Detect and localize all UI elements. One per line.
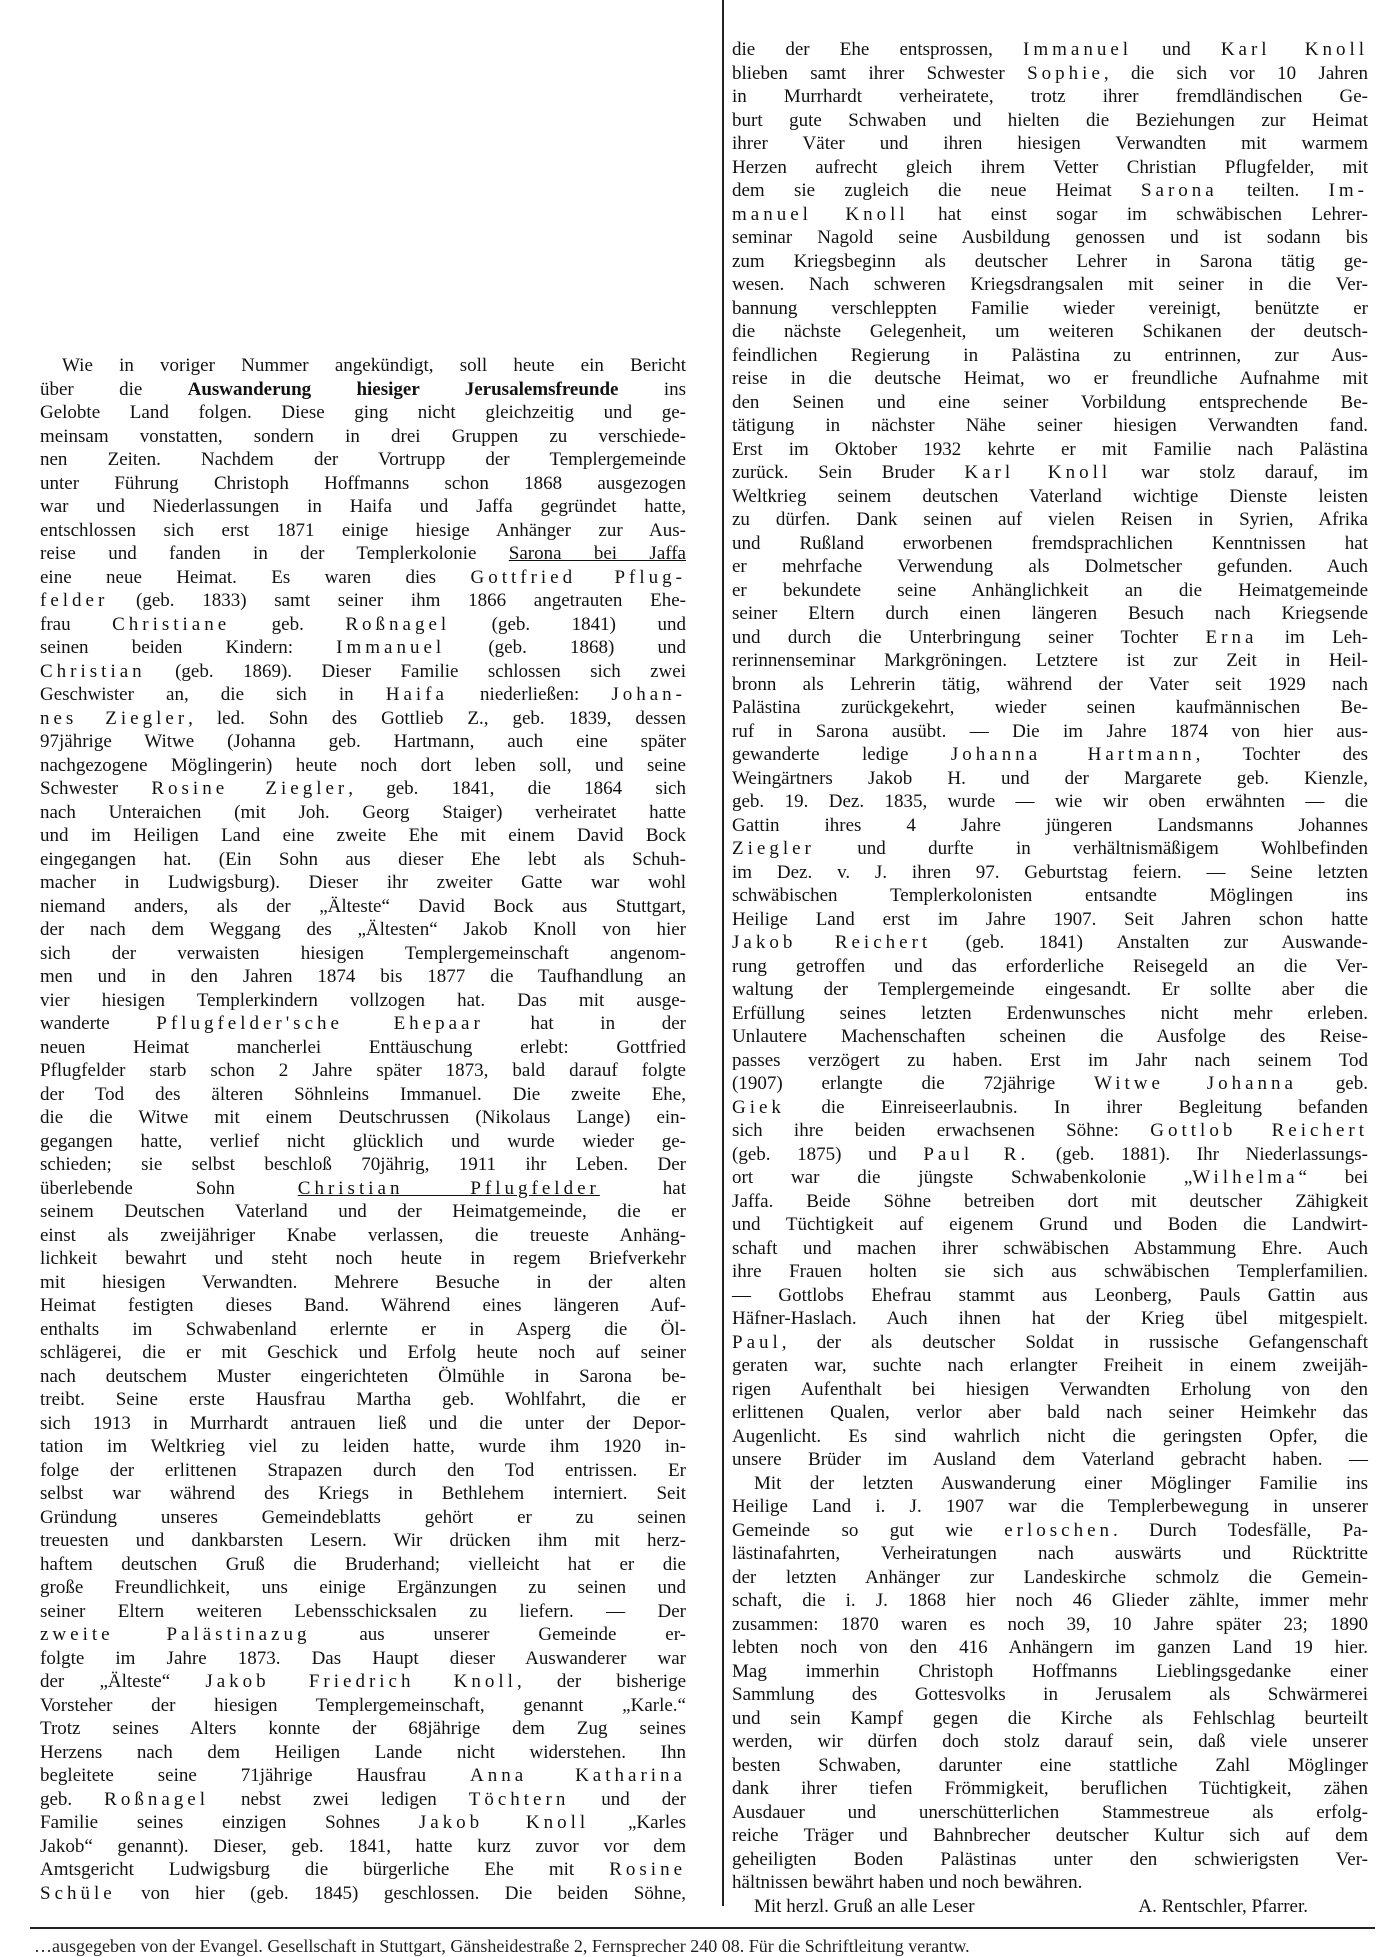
text-line: in Murrhardt verheiratete, trotz ihrer fremdländischen Ge- [732,86,1368,107]
spaced-name: Schüle [40,1882,116,1904]
text-line [40,1623,686,1647]
text-line: reise in die deutsche Heimat, wo er freundliche Aufnahme mit [732,368,1368,389]
text-line: niemand anders, als der „Älteste“ David Bock aus Stuttgart, [40,895,686,917]
text-segment: die der Ehe entsprossen, [732,39,1023,60]
text-line: und im Heiligen Land eine zweite Ehe mit einem David Bock [40,825,686,846]
text-line: er bekundete seine Anhänglichkeit an die Heimatgemeinde [732,579,1368,601]
spaced-name: Roßnagel [104,1788,209,1810]
text-line: lichkeit bewahrt und steht noch heute in regem Briefverkehr [40,1248,686,1269]
text-line: nachgezogene Möglingerin) heute noch dort leben soll, und seine [40,754,686,776]
text-line: er mehrfache Verwendung als Dolmetscher gefunden. Auch [732,556,1368,577]
signature-greeting: Mit herzl. Gruß an alle Leser [754,1895,975,1917]
spaced-name: Paul [732,1331,782,1353]
text-line [40,1788,686,1812]
text-segment: , der als deutscher Soldat in russische Gefangenschaft [781,1331,1368,1353]
text-line [40,1670,686,1694]
text-line: der Tod des älteren Söhnleins Immanuel. Die zweite Ehe, [40,1083,686,1105]
text-line: der nach dem Weggang des „Ältesten“ Jakob Knoll von hier [40,919,686,940]
text-line: treibt. Seine erste Hausfrau Martha geb. Wohlfahrt, die er [40,1389,686,1410]
text-line: folgte im Jahre 1873. Das Haupt dieser Auswanderer war [40,1647,686,1669]
text-line: hältnissen bewährt haben und noch bewähren. [732,1872,1083,1893]
spaced-name: Jakob Knoll [418,1812,590,1833]
text-segment: im Leh- [1257,626,1368,648]
spaced-name: Karl Knoll [1220,39,1369,60]
text-line: eingegangen hat. (Ein Sohn aus dieser Ehe lebt als Schuh- [40,848,686,870]
text-line: zu dürfen. Dank seinen auf vielen Reisen in Syrien, Afrika [732,509,1368,530]
text-line: Heilige Land erst im Jahre 1907. Seit Jahren schon hatte [732,908,1368,930]
text-segment: „Karles [589,1812,687,1833]
text-line: den Seinen und eine seiner Vorbildung entsprechende Be- [732,391,1368,413]
text-line [40,542,686,566]
text-line: folge der erlittenen Strapazen durch den Tod entrissen. Er [40,1459,686,1481]
text-line: lästinafahrten, Verheiratungen nach auswärts und Rücktritte [732,1543,1368,1564]
text-segment: seinen beiden Kindern: [40,637,337,658]
text-line: — Gottlobs Ehefrau stammt aus Leonberg, Pauls Gattin aus [732,1284,1368,1306]
text-segment: niederließen: [447,684,612,705]
text-segment: (geb. 1868) und [445,637,686,658]
text-line: schwäbischen Templerkolonisten entsandte Möglingen ins [732,885,1368,906]
text-segment: blieben samt ihrer Schwester [732,62,1028,84]
bold-heading-text: Auswanderung hiesiger Jerusalemsfreunde [187,378,619,400]
text-line: schaft, die i. J. 1868 hier noch 46 Glieder zählte, immer mehr [732,1590,1368,1611]
text-segment: nebst zwei ledigen [208,1788,469,1810]
text-line: entschlossen sich erst 1871 einige hiesige Anhänger zur Aus- [40,519,686,541]
text-segment: (1907) erlangte die 72jährige [732,1073,1095,1094]
text-segment: sich ihre beiden erwachsenen Söhne: [732,1120,1151,1141]
text-line: zum Kriegsbeginn als deutscher Lehrer in Sarona tätig ge- [732,250,1368,272]
text-line [40,1858,686,1882]
text-line: die die Witwe mit einem Deutschrussen (Nikolaus Lange) ein- [40,1107,686,1128]
text-line [732,1166,1368,1190]
text-line [732,38,1368,62]
spaced-name: Witwe Johanna [1094,1073,1297,1094]
text-line [732,179,1368,203]
text-line: Trotz seines Alters konnte der 68jährige dem Zug seines [40,1718,686,1739]
spaced-name: Jakob Reichert [732,932,932,953]
text-line [732,931,1368,955]
spaced-name: Johanna Hartmann [950,744,1196,765]
text-line: sich 1913 in Murrhardt antrauen ließ und die unter der Depor- [40,1412,686,1434]
text-segment: (geb. 1841) Anstalten zur Auswande- [931,932,1368,953]
text-line: nen Zeiten. Nachdem der Vortrupp der Templergemeinde [40,449,686,470]
spaced-name: Paul R. [923,1143,1030,1165]
text-line: ihrer Väter und ihren hiesigen Verwandten mit warmem [732,133,1368,154]
text-line: geraten war, suchte nach erlangter Freiheit in einem zweijäh- [732,1355,1368,1376]
spaced-name: Roßnagel [345,613,451,635]
text-line [40,589,686,613]
text-line: waltung der Templergemeinde eingesandt. Er sollte aber die [732,979,1368,1000]
text-segment: die Einreiseerlaubnis. In ihrer Begleitung befanden [784,1096,1368,1118]
text-line: reiche Träger und Bahnbrecher deutscher Kultur sich auf dem [732,1825,1368,1846]
text-line: passes verzögert zu haben. Erst im Jahr nach seinem Tod [732,1049,1368,1071]
text-line: ihre Frauen holten sie sich aus schwäbischen Templerfamilien. [732,1261,1368,1282]
text-line: nach deutschem Muster eingerichteten Ölmühle in Sarona be- [40,1365,686,1387]
text-line: Pflugfelder starb schon 2 Jahre später 1873, bald darauf folgte [40,1060,686,1081]
text-segment: teilten. [1217,180,1329,201]
text-line: Weltkrieg seinem deutschen Vaterland wichtige Dienste leisten [732,485,1368,507]
text-segment: über die [40,378,188,400]
text-line [40,683,686,707]
underlined-text: Sarona bei Jaffa [508,543,686,564]
text-line: Erfüllung seines letzten Erdenwunsches nicht mehr erleben. [732,1002,1368,1024]
text-segment: und [1132,39,1221,60]
text-segment: , Tochter des [1195,744,1369,765]
text-line: Mag immerhin Christoph Hoffmanns Lieblingsgedanke einer [732,1660,1368,1682]
text-line: Mit der letzten Auswanderung einer Möglinger Familie ins [754,1472,1368,1494]
spaced-name: Erna [1205,626,1258,648]
text-line: Gründung unseres Gemeindeblatts gehört er zu seinen [40,1506,686,1528]
spaced-name: Sophie [1027,62,1104,84]
spaced-name: zweite Palästinazug [40,1624,311,1645]
text-line: zusammen: 1870 waren es noch 39, 10 Jahre später 23; 1890 [732,1613,1368,1635]
text-line: unsere Brüder im Ausland dem Vaterland gebracht haben. — [732,1449,1368,1470]
article-left-column [40,354,686,1905]
text-line: seiner Eltern weiteren Lebensschicksalen zu liefern. — Der [40,1600,686,1622]
text-line: schieden; sie selbst beschloß 70jährig, 1911 ihr Leben. Der [40,1154,686,1175]
text-line [40,1811,686,1835]
spaced-name: Gottlob Reichert [1150,1120,1368,1141]
text-line: Weingärtners Jakob H. und der Margarete geb. Kienzle, [732,767,1368,789]
text-line: tation im Weltkrieg viel zu leiden hatte, wurde ihm 1920 in- [40,1436,686,1457]
text-line: Sammlung des Gottesvolks in Jerusalem als Schwärmerei [732,1684,1368,1705]
text-segment: aus unserer Gemeinde er- [310,1624,686,1645]
text-line: meinsam vonstatten, sondern in drei Gruppen zu verschiede- [40,425,686,447]
spaced-name: erloschen [1004,1519,1114,1541]
text-line: Erst im Oktober 1932 kehrte er mit Familie nach Palästina [732,438,1368,460]
text-line: im Dez. v. J. ihren 97. Geburtstag feiern. — Seine letzten [732,861,1368,883]
text-segment: gewanderte ledige [732,744,951,765]
text-segment: hat [599,1177,687,1199]
text-segment: (geb. 1833) samt seiner ihm 1866 angetrauten Ehe- [108,590,686,611]
underlined-spaced-name: Christian Pflugfelder [297,1177,600,1199]
text-line: haftem deutschen Gruß die Bruderhand; vielleicht hat er die [40,1553,686,1575]
text-line: Heimat festigten dieses Band. Während eines längeren Auf- [40,1295,686,1316]
text-line: men und in den Jahren 1874 bis 1877 die Taufhandlung an [40,966,686,987]
text-line: wesen. Nach schweren Kriegsdrangsalen mit seiner in die Ver- [732,274,1368,295]
publisher-imprint: …ausgegeben von der Evangel. Gesellschaft in Stuttgart, Gänsheidestraße 2, Fernsprecher 240 08. Für die Schriftleitung verantw. [34,1936,970,1956]
text-line: Jakob“ genannt). Dieser, geb. 1841, hatte kurz zuvor vor dem [40,1835,686,1857]
text-segment: begleitete seine 71jährige Hausfrau [40,1765,470,1786]
text-line: Häfner-Haslach. Auch ihnen hat der Krieg übel mitgespielt. [732,1308,1368,1329]
text-line: und sein Kampf gegen die Kirche als Fehlschlag beurteilt [732,1707,1368,1729]
text-segment: war stolz darauf, im [1111,462,1368,483]
text-line: feindlichen Regierung in Palästina zu entrinnen, zur Aus- [732,344,1368,366]
text-line: schlägerei, die er mit Geschick und Erfolg heute noch auf seiner [40,1342,686,1363]
text-segment: Schwester [40,778,152,799]
text-line: schaft und machen ihrer schwäbischen Abstammung Ehre. Auch [732,1237,1368,1259]
text-line: ruf in Sarona ausübt. — Die im Jahre 1874 von hier aus- [732,720,1368,742]
spaced-name: Immanuel [1023,39,1133,60]
text-line: bronn als Lehrerin tätig, während der Vater seit 1929 nach [732,673,1368,695]
text-segment: “ bei [1298,1167,1368,1188]
text-line: rung getroffen und das erforderliche Reisegeld an die Ver- [732,955,1368,977]
spaced-name: felder [40,590,109,611]
text-line: erlittenen Qualen, verlor aber bald nach seiner Heimkehr das [732,1402,1368,1423]
text-segment: von hier (geb. 1845) geschlossen. Die beiden Söhne, [115,1882,686,1904]
text-segment: Amtsgericht Ludwigsburg die bürgerliche Ehe mit [40,1859,610,1880]
text-line [40,707,686,731]
text-segment: (geb. 1869). Dieser Familie schlossen sich zwei [145,660,686,682]
text-line [732,1072,1368,1096]
spaced-name: nes Ziegler [40,707,189,729]
text-line: Augenlicht. Es sind wahrlich nicht die geringsten Opfer, die [732,1425,1368,1447]
text-segment: wanderte [40,1013,157,1034]
text-line: rigen Aufenthalt bei hiesigen Verwandten Erholung von den [732,1378,1368,1400]
spaced-name: Anna Katharina [470,1765,686,1786]
text-segment: Familie seines einzigen Sohnes [40,1812,419,1833]
text-segment: . Durch Todesfälle, Pa- [1113,1519,1368,1541]
text-line: Gelobte Land folgen. Diese ging nicht gleichzeitig und ge- [40,402,686,423]
text-segment: geb. [1296,1073,1368,1094]
text-line: der letzten Anhänger zur Landeskirche schmolz die Gemein- [732,1566,1368,1588]
article-right-column [732,38,1368,1918]
text-line: Palästina zurückgekehrt, wieder seinen kaufmännischen Be- [732,697,1368,718]
text-line: lebten noch von den 416 Anhängern im ganzen Land 19 hier. [732,1637,1368,1658]
text-line: enthalts im Schwabenland erlernte er in Asperg die Öl- [40,1318,686,1340]
text-segment: dem sie zugleich die neue Heimat [732,180,1141,201]
text-line: seinem Deutschen Vaterland und der Heimatgemeinde, die er [40,1201,686,1222]
text-line: burt gute Schwaben und hielten die Beziehungen zur Heimat [732,109,1368,131]
text-line: gegangen hatte, verlief nicht glücklich und wurde wieder ge- [40,1130,686,1152]
text-line: geheiligten Boden Palästinas unter den schwierigsten Ver- [732,1848,1368,1870]
text-line [40,566,686,590]
text-line: tätigung in nächster Nähe seiner hiesigen Verwandten fand. [732,415,1368,436]
text-line [732,1143,1368,1167]
spaced-name: manuel Knoll [732,203,909,225]
text-line: Herzen aufrecht gleich ihrem Vetter Christian Pflugfelder, mit [732,156,1368,178]
spaced-name: Sarona [1140,180,1218,201]
text-line [40,1012,686,1036]
signature-line [732,1895,1368,1919]
text-line [732,1119,1368,1143]
text-line [40,378,686,402]
text-line [732,1096,1368,1120]
text-line: einst als zweijähriger Knabe verlassen, die treueste Anhäng- [40,1224,686,1246]
text-line: sich der verwaisten hiesigen Templergemeinschaft angenom- [40,942,686,964]
text-segment: überlebende Sohn [40,1177,298,1199]
text-line [732,1331,1368,1355]
text-segment: hat in der [483,1013,686,1034]
text-line: besten Schwaben, darunter eine stattliche Zahl Möglinger [732,1754,1368,1776]
spaced-name: Karl Knoll [964,462,1112,483]
signature-author: A. Rentschler, Pfarrer. [1138,1895,1308,1917]
text-line [40,660,686,684]
text-segment: frau [40,613,113,635]
spaced-name: Töchtern [468,1788,570,1810]
spaced-name: Johan- [611,684,686,705]
text-line: vier hiesigen Templerkindern vollzogen hat. Das mit ausge- [40,989,686,1011]
text-line: treuesten und dankbarsten Lesern. Wir drücken ihm mit herz- [40,1530,686,1551]
text-segment: , geb. 1841, die 1864 sich [348,778,686,799]
text-segment: und der [569,1788,686,1810]
text-segment: (geb. 1881). Ihr Niederlassungs- [1029,1143,1369,1165]
text-line: neuen Heimat mancherlei Enttäuschung erlebt: Gottfried [40,1036,686,1058]
text-line: selbst war während des Kriegs in Bethlehem interniert. Seit [40,1483,686,1504]
text-line [40,1177,686,1201]
text-line: 97jährige Witwe (Johanna geb. Hartmann, auch eine später [40,731,686,752]
spaced-name: Wilhelma [1192,1167,1299,1188]
text-line: seiner Eltern durch einen längeren Besuch nach Kriegsende [732,603,1368,624]
text-line: Ausdauer und unerschütterlichen Stammestreue als erfolg- [732,1801,1368,1823]
text-segment: geb. [230,613,346,635]
text-line [732,62,1368,86]
footer-rule [30,1927,1375,1929]
text-line: Heilige Land i. J. 1907 war die Templerbewegung in unserer [732,1496,1368,1517]
text-segment: eine neue Heimat. Es waren dies [40,566,471,588]
spaced-name: Christiane [112,613,231,635]
column-divider [722,0,724,1906]
text-line [732,837,1368,861]
spaced-name: Christian [40,660,146,682]
text-line: und Tüchtigkeit auf eigenem Grund und Boden die Landwirt- [732,1214,1368,1235]
text-line [732,743,1368,767]
text-line: Herzens nach dem Heiligen Lande nicht widerstehen. Ihn [40,1741,686,1763]
text-line [40,1764,686,1788]
text-segment: , die sich vor 10 Jahren [1103,62,1369,84]
spaced-name: Giek [732,1096,785,1118]
text-line: mit hiesigen Verwandten. Mehrere Besuche in der alten [40,1271,686,1293]
text-line: Gattin ihres 4 Jahre jüngeren Landsmanns Johannes [732,814,1368,836]
spaced-name: Gottfried Pflug- [470,566,686,588]
text-line: unter Führung Christoph Hoffmanns schon 1868 ausgezogen [40,472,686,494]
text-line: die nächste Gelegenheit, um weiteren Schikanen der deutsch- [732,321,1368,342]
text-line: Vorsteher der hiesigen Templergemeinschaft, genannt „Karle.“ [40,1694,686,1716]
text-line [40,636,686,660]
text-line [732,626,1368,650]
text-line: bannung verschleppten Familie wieder vereinigt, benützte er [732,297,1368,319]
text-line: macher in Ludwigsburg). Dieser ihr zweiter Gatte war wohl [40,872,686,893]
spaced-name: Ziegler [732,838,815,859]
text-segment: ins [618,378,686,400]
text-line [40,777,686,801]
text-segment: Geschwister an, die sich in [40,684,386,705]
text-segment: hat einst sogar im schwäbischen Lehrer- [908,203,1368,225]
spaced-name: Immanuel [336,637,446,658]
spaced-name: Pflugfelder'sche Ehepaar [156,1013,484,1034]
text-line [40,1882,686,1906]
text-segment: , led. Sohn des Gottlieb Z., geb. 1839, dessen [188,707,686,729]
text-segment: reise und fanden in der Templerkolonie [40,543,509,564]
text-line: Jaffa. Beide Söhne betreiben dort mit deutscher Zähigkeit [732,1190,1368,1212]
text-segment: ort war die jüngste Schwabenkolonie „ [732,1167,1193,1188]
text-line: seminar Nagold seine Ausbildung genossen und ist sodann bis [732,227,1368,248]
text-line: und Rußland erworbenen fremdsprachlichen Kenntnissen hat [732,532,1368,554]
text-segment: und durfte in verhältnismäßigem Wohlbefinden [814,838,1368,859]
text-segment: zurück. Sein Bruder [732,462,965,483]
spaced-name: Jakob Friedrich Knoll [205,1671,517,1692]
text-line [40,613,686,637]
text-line: große Freundlichkeit, uns einige Ergänzungen zu seinen und [40,1577,686,1598]
text-segment: (geb. 1875) und [732,1143,924,1165]
text-line: werden, wir dürfen doch stolz darauf sein, daß viele unserer [732,1731,1368,1752]
text-line: nach Unteraichen (mit Joh. Georg Staiger) verheiratet hatte [40,801,686,823]
text-segment: Gemeinde so gut wie [732,1519,1005,1541]
text-segment: und durch die Unterbringung seiner Tochter [732,626,1206,648]
text-segment: , der bisherige [516,1671,686,1692]
text-line: dank ihrer tiefen Frömmigkeit, beruflichen Tüchtigkeit, zähen [732,1778,1368,1799]
text-segment: (geb. 1841) und [450,613,686,635]
text-line: rerinnenseminar Markgröningen. Letztere ist zur Zeit in Heil- [732,650,1368,671]
text-line: Unlautere Machenschaften scheinen die Ausfolge des Reise- [732,1026,1368,1047]
spaced-name: Im- [1328,180,1368,201]
text-segment: der „Älteste“ [40,1671,206,1692]
text-line [732,1519,1368,1543]
text-line: war und Niederlassungen in Haifa und Jaffa gegründet hatte, [40,496,686,517]
spaced-name: Haifa [385,684,448,705]
text-line [732,461,1368,485]
text-line: Wie in voriger Nummer angekündigt, soll heute ein Bericht [62,355,686,376]
text-line [732,203,1368,227]
text-line: geb. 19. Dez. 1835, wurde — wie wir oben erwähnten — die [732,791,1368,812]
spaced-name: Rosine [609,1859,686,1880]
spaced-name: Rosine Ziegler [151,778,349,799]
text-segment: geb. [40,1788,105,1810]
